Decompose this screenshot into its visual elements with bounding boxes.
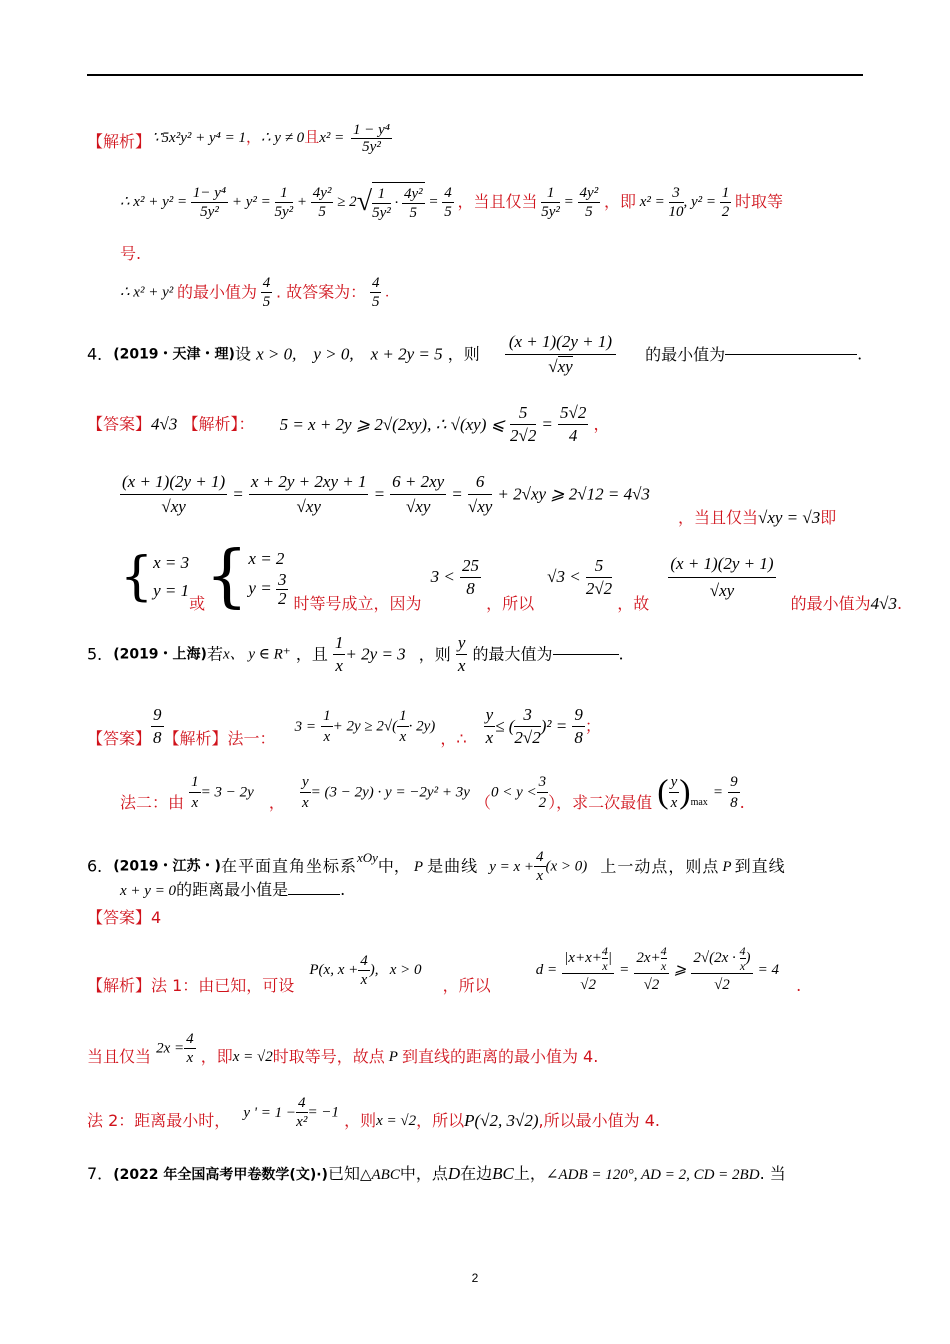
q3-analysis-tag: 【解析】 [87, 132, 152, 151]
q4-systems: { x = 3 y = 1 或{ x = 2 y = $\frac{3}{2}$ 时等号成立，因为 3 < $\frac{25}{8}$ ，所以 √3 < $\frac{5}{2√2}$ ，故 $\frac{(x + 1)(2y + 1)}{√xy}$ 的最小值为4√3. [120, 537, 903, 616]
q6-when: 当且仅当 2x = $\frac{4}{x}$ ，即x = √2时取等号，故点 P 到直线的距离的最小值为 4. [87, 1031, 599, 1066]
q5-method2: 法二：由 $\frac{1}{x}$ = 3 − 2y ， $\frac{y}{x}$ = (3 − 2y) · y = −2y² + 3y （0 < y < $\frac{3}{2}$ ），求二次最值 ( $\frac{y}{x}$ )max = $\frac{9}{8}$ . [120, 773, 745, 812]
q3-line1: ∵5x²y² + y⁴ = 1，∴ y ≠ 0且x² = $\frac{\text{1 − y⁴}}{\text{5y²}}$ [152, 122, 390, 155]
q3-line2: ∴ x² + y² = $\frac{\text{1− y⁴}}{\text{5y²}}$ + y² = $\frac{1}{\text{5y²}}$ + $\frac{\text{4y²}}{5}$ ≥ 2√ $\frac{1}{\text{5y²}}$ · $\frac{\text{4y²}}{5}$ = $\frac{4}{5}$ ，当且仅当 $\frac{1}{\text{5y²}}$ = $\frac{\text{4y²}}{5}$ ，即 x² = $\frac{3}{10}$ , y² = $\frac{1}{2}$ 时取等 [120, 182, 783, 222]
q6-answer: 【答案】4 [87, 908, 162, 927]
q4-answer: 【答案】4√3 【解析】： 5 = x + 2y ⩾ 2√(2xy), ∴ √(xy) ⩽ $\frac{5}{2√2}$ = $\frac{5√2}{4}$ ， [87, 403, 610, 445]
page-number: 2 [471, 1271, 479, 1285]
q3-line4: ∴ x² + y² 的最小值为 $\frac{4}{5}$ . 故答案为： $\frac{4}{5}$ . [120, 275, 389, 310]
q3-line3: 号. [120, 244, 142, 263]
q6-stem: 6．(2019・江苏・)在平面直角坐标系$^{xOy}$中， P 是曲线 y = x + $\frac{4}{x}$ (x > 0) 上一动点，则点 P 到直线 [87, 849, 786, 884]
q6-analysis: 【解析】法 1：由已知，可设 P(x, x + $\frac{4}{x}$ ), x > 0 ，所以 d = |x+x+ $\frac{4}{x}$ | √2 = 2x+ $\frac{4}{x}$ √2 ⩾ 2√(2x · $\frac{4}{x}$ ) √2 = 4 . [87, 944, 802, 995]
q5-answer: 【答案】 $\frac{9}{8}$ 【解析】法一： 3 = $\frac{1}{x}$ + 2y ≥ 2√( $\frac{1}{x}$ · 2y) ，∴ $\frac{y}{x}$ ≤ ( $\frac{3}{2√2}$ )² = $\frac{9}{8}$ ； [87, 705, 601, 748]
q5-stem: 5．(2019・上海)若x、 y ∈ R⁺ ，且 $\frac{1}{x}$ + 2y = 3 ，则 $\frac{y}{x}$ 的最大值为 . [87, 633, 624, 675]
q4-stem: 4．(2019・天津・理)设 x > 0, y > 0, x + 2y = 5 ，则 $\frac{(x + 1)(2y + 1)}{√xy}$ 的最小值为 . [87, 332, 863, 376]
q6-method2: 法 2：距离最小时， y ' = 1 − $\frac{4}{\text{x²}}$ = −1 ，则x = √2，所以P(√2, 3√2),所以最小值为 4. [87, 1095, 660, 1130]
q4-when: ，当且仅当√xy = √3即 [678, 508, 837, 527]
q7-stem: 7．(2022 年全国高考甲卷数学(文)·)已知△ABC中，点D在边BC上，∠ADB = 120°, AD = 2, CD = 2BD. 当 [87, 1164, 786, 1183]
header-rule [87, 74, 863, 76]
q6-stem-line2: x + y = 0的距离最小值是 . [120, 880, 346, 899]
q4-chain: $\frac{(x + 1)(2y + 1)}{√xy}$ = $\frac{x + 2y + 2xy + 1}{√xy}$ = $\frac{6 + 2xy}{√xy}$ = $\frac{6}{√xy}$ + 2√xy ⩾ 2√12 = 4√3 [122, 472, 650, 516]
